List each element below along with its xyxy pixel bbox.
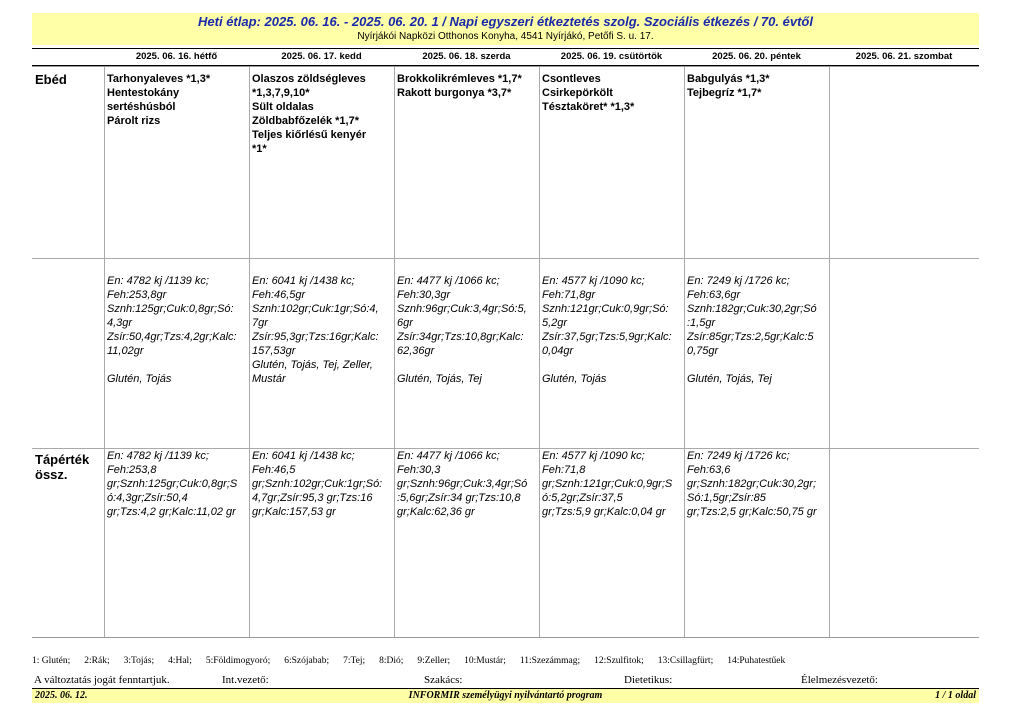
lunch-line: Sült oldalas	[252, 101, 314, 113]
totals-line: gr;Sznh:182gr;Cuk:30,2gr;	[687, 478, 817, 490]
totals-line: En: 4477 kj /1066 kc;	[397, 450, 500, 462]
int-vezeto-label: Int.vezető:	[222, 674, 269, 686]
allergen-item: 3:Tojás;	[123, 656, 155, 666]
day-header-friday: 2025. 06. 20. péntek	[712, 51, 801, 62]
lunch-line: Csirkepörkölt	[542, 87, 613, 99]
lunch-cell-friday	[687, 72, 828, 100]
nutrition-line: Sznh:125gr;Cuk:0,8gr;Só:	[107, 303, 234, 315]
totals-line: En: 4577 kj /1090 kc;	[542, 450, 645, 462]
day-header-saturday: 2025. 06. 21. szombat	[855, 51, 953, 62]
nutrition-line: Sznh:96gr;Cuk:3,4gr;Só:5,	[397, 303, 527, 315]
day-header-thursday: 2025. 06. 19. csütörtök	[560, 51, 663, 62]
lunch-cell-wednesday	[397, 72, 538, 100]
lunch-line: Párolt rizs	[107, 115, 161, 127]
day-header-tuesday: 2025. 06. 17. kedd	[281, 51, 362, 62]
totals-line: gr;Sznh:125gr;Cuk:0,8gr;S	[107, 478, 238, 490]
lunch-line: Olaszos zöldségleves	[252, 73, 366, 85]
nutrition-line: Feh:71,8gr	[542, 289, 596, 301]
kitchen-address: Nyírjákói Napközi Otthonos Konyha, 4541 Nyírjákó, Petőfi S. u. 17.	[357, 31, 654, 42]
totals-cell-wednesday	[397, 449, 538, 519]
lunch-line: sertéshúsból	[107, 101, 176, 113]
totals-line: gr;Sznh:102gr;Cuk:1gr;Só:	[252, 478, 383, 490]
allergen-item: 9:Zeller;	[417, 656, 451, 666]
totals-line: gr;Kalc:62,36 gr	[397, 506, 475, 518]
page-number: 1 / 1 oldal	[935, 690, 976, 701]
lunch-line: Teljes kiőrlésű kenyér	[252, 129, 367, 141]
column-divider	[104, 67, 105, 637]
lunch-cell-thursday	[542, 72, 683, 114]
nutrition-line: Sznh:182gr;Cuk:30,2gr;Só	[687, 303, 817, 315]
nutrition-line: Feh:253,8gr	[107, 289, 167, 301]
allergen-item: 4:Hal;	[168, 656, 192, 666]
footer-bar	[32, 688, 979, 703]
row-divider	[32, 258, 979, 259]
nutrition-line: Glutén, Tojás, Tej	[397, 373, 482, 385]
totals-line: En: 4782 kj /1139 kc;	[107, 450, 209, 462]
lunch-line: Csontleves	[542, 73, 601, 85]
nutrition-line: Feh:63,6gr	[687, 289, 741, 301]
nutrition-line: En: 4577 kj /1090 kc;	[542, 275, 645, 287]
lunch-line: Tarhonyaleves *1,3*	[107, 73, 211, 85]
nutrition-line: Glutén, Tojás	[542, 373, 607, 385]
nutrition-line: En: 4477 kj /1066 kc;	[397, 275, 500, 287]
allergen-item: 2:Rák;	[84, 656, 110, 666]
nutrition-line: Zsír:95,3gr;Tzs:16gr;Kalc:	[252, 331, 379, 343]
lunch-line: Brokkolikrémleves *1,7*	[397, 73, 522, 85]
nutrition-line: Zsír:50,4gr;Tzs:4,2gr;Kalc:	[107, 331, 237, 343]
signature-line	[32, 674, 979, 688]
nutrition-line: En: 7249 kj /1726 kc;	[687, 275, 790, 287]
totals-line: Só:1,5gr;Zsír:85	[687, 492, 766, 504]
day-header-monday: 2025. 06. 16. hétfő	[135, 51, 218, 62]
allergen-item: 8:Dió;	[379, 656, 404, 666]
allergen-item: 14:Puhatestűek	[727, 656, 786, 666]
column-divider	[249, 67, 250, 637]
nutrition-line	[397, 358, 538, 372]
dietetikus-label: Dietetikus:	[624, 674, 673, 686]
nutrition-line: 6gr	[397, 317, 413, 329]
totals-line: gr;Kalc:157,53 gr	[252, 506, 336, 518]
elelmezes-label: Élelmezésvezető:	[801, 674, 878, 686]
menu-grid	[32, 66, 979, 638]
nutrition-line: Mustár	[252, 373, 286, 385]
nutrition-line: Glutén, Tojás	[107, 373, 172, 385]
column-divider	[539, 67, 540, 637]
nutrition-line: Zsír:85gr;Tzs:2,5gr;Kalc:5	[687, 331, 814, 343]
nutrition-line: 7gr	[252, 317, 268, 329]
totals-cell-tuesday	[252, 449, 393, 519]
nutrition-line: Feh:30,3gr	[397, 289, 451, 301]
totals-line: En: 6041 kj /1438 kc;	[252, 450, 355, 462]
row-label-totals-line1: Tápérték	[35, 452, 90, 467]
totals-line: Feh:46,5	[252, 464, 296, 476]
allergen-item: 10:Mustár;	[464, 656, 506, 666]
allergen-item: 1: Glutén;	[32, 656, 71, 666]
lunch-line: Babgulyás *1,3*	[687, 73, 770, 85]
nutrition-line: Glutén, Tojás, Tej, Zeller,	[252, 359, 373, 371]
totals-line: gr;Sznh:121gr;Cuk:0,9gr;S	[542, 478, 673, 490]
nutrition-line: 157,53gr	[252, 345, 296, 357]
lunch-line: Hentestokány	[107, 87, 180, 99]
lunch-line: Tésztaköret* *1,3*	[542, 101, 635, 113]
lunch-line: Tejbegríz *1,7*	[687, 87, 762, 99]
nutrition-line: 62,36gr	[397, 345, 435, 357]
totals-line: :5,6gr;Zsír:34 gr;Tzs:10,8	[397, 492, 521, 504]
column-divider	[829, 67, 830, 637]
rights-reserved-text: A változtatás jogát fenntartjuk.	[34, 674, 170, 686]
nutrition-line: Sznh:102gr;Cuk:1gr;Só:4,	[252, 303, 379, 315]
row-label-lunch: Ebéd	[35, 72, 67, 87]
allergen-item: 7:Tej;	[343, 656, 366, 666]
lunch-line: *1,3,7,9,10*	[252, 87, 310, 99]
totals-line: En: 7249 kj /1726 kc;	[687, 450, 790, 462]
column-divider	[684, 67, 685, 637]
totals-cell-friday	[687, 449, 828, 519]
row-label-totals	[35, 452, 89, 482]
lunch-cell-tuesday	[252, 72, 393, 156]
program-name: INFORMIR személyügyi nyilvántartó program	[408, 690, 603, 701]
nutrition-cell-monday	[107, 274, 248, 386]
nutrition-line: 5,2gr	[542, 317, 568, 329]
day-header-wednesday: 2025. 06. 18. szerda	[422, 51, 511, 62]
totals-cell-monday	[107, 449, 248, 519]
nutrition-cell-wednesday	[397, 274, 538, 386]
nutrition-line	[687, 358, 828, 372]
allergen-item: 13:Csillagfürt;	[657, 656, 714, 666]
nutrition-line: Glutén, Tojás, Tej	[687, 373, 772, 385]
day-header-empty	[32, 49, 104, 65]
szakacs-label: Szakács:	[424, 674, 463, 686]
nutrition-line: 11,02gr	[107, 345, 144, 357]
totals-line: Feh:253,8	[107, 464, 157, 476]
lunch-line: Rakott burgonya *3,7*	[397, 87, 512, 99]
allergen-item: 6:Szójabab;	[284, 656, 330, 666]
day-header-row	[32, 48, 979, 66]
lunch-cell-monday	[107, 72, 248, 128]
nutrition-line: En: 6041 kj /1438 kc;	[252, 275, 355, 287]
nutrition-line: Zsír:37,5gr;Tzs:5,9gr;Kalc:	[542, 331, 672, 343]
allergen-item: 12:Szulfitok;	[594, 656, 644, 666]
nutrition-line: En: 4782 kj /1139 kc;	[107, 275, 209, 287]
column-divider	[394, 67, 395, 637]
totals-line: ó:4,3gr;Zsír:50,4	[107, 492, 188, 504]
nutrition-line	[542, 358, 683, 372]
lunch-line: *1*	[252, 143, 267, 155]
totals-line: Feh:63,6	[687, 464, 731, 476]
nutrition-line: 0,04gr	[542, 345, 574, 357]
totals-line: Feh:71,8	[542, 464, 586, 476]
nutrition-line	[107, 358, 248, 372]
totals-line: Feh:30,3	[397, 464, 441, 476]
nutrition-cell-tuesday	[252, 274, 393, 386]
row-label-totals-line2: össz.	[35, 467, 68, 482]
nutrition-cell-friday	[687, 274, 828, 386]
totals-line: gr;Sznh:96gr;Cuk:3,4gr;Só	[397, 478, 528, 490]
totals-line: ó:5,2gr;Zsír:37,5	[542, 492, 623, 504]
nutrition-line: :1,5gr	[687, 317, 716, 329]
totals-line: gr;Tzs:5,9 gr;Kalc:0,04 gr	[542, 506, 666, 518]
page-title: Heti étlap: 2025. 06. 16. - 2025. 06. 20. 1 / Napi egyszeri étkeztetés szolg. Szociális étkezés / 70. évtől	[198, 14, 813, 29]
nutrition-line: Zsír:34gr;Tzs:10,8gr;Kalc:	[397, 331, 524, 343]
totals-line: gr;Tzs:4,2 gr;Kalc:11,02 gr	[107, 506, 236, 518]
allergen-item: 11:Szezámmag;	[519, 656, 581, 666]
nutrition-cell-thursday	[542, 274, 683, 386]
menu-header	[32, 13, 979, 45]
nutrition-line: Sznh:121gr;Cuk:0,9gr;Só:	[542, 303, 669, 315]
allergen-legend	[32, 656, 979, 666]
nutrition-line: 0,75gr	[687, 345, 719, 357]
print-date: 2025. 06. 12.	[35, 690, 88, 701]
totals-cell-thursday	[542, 449, 683, 519]
lunch-line: Zöldbabfőzelék *1,7*	[252, 115, 359, 127]
allergen-item: 5:Földimogyoró;	[205, 656, 271, 666]
nutrition-line: Feh:46,5gr	[252, 289, 306, 301]
nutrition-line: 4,3gr	[107, 317, 133, 329]
totals-line: 4,7gr;Zsír:95,3 gr;Tzs:16	[252, 492, 373, 504]
totals-line: gr;Tzs:2,5 gr;Kalc:50,75 gr	[687, 506, 817, 518]
